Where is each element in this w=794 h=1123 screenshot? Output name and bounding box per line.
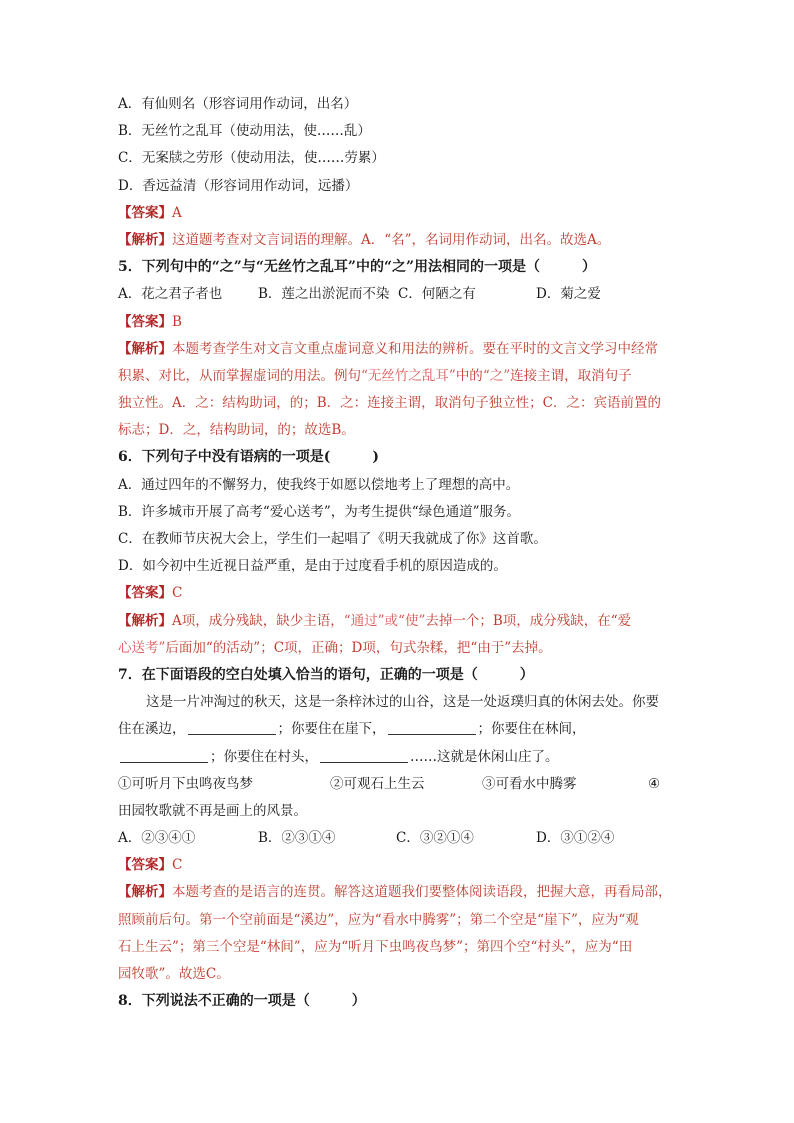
q7-option-b: B．②③①④: [258, 830, 336, 847]
q7-choice-3: ③可看水中腾雾: [482, 775, 577, 792]
q4-option-d: D．香远益清（形容词用作动词，远播）: [118, 177, 359, 194]
analysis-tag: 【解析】: [118, 231, 172, 248]
q7-analysis-line-2: 照顾前后句。第一个空前面是“溪边”，应为“看水中腾雾”；第二个空是“崖下”，应为“观: [118, 911, 639, 928]
blank-4: [320, 748, 408, 763]
q7-analysis-line-3: 石上生云”；第三个空是“林间”，应为“听月下虫鸣夜鸟梦”；第四个空“村头”，应为“田: [118, 938, 633, 955]
blank-3: [120, 748, 208, 763]
q7-analysis-line-4: 园牧歌”。故选C。: [118, 966, 230, 982]
q4-option-c: C．无案牍之劳形（使动用法，使……劳累）: [118, 150, 385, 167]
analysis-text: 这道题考查对文言词语的理解。A．“名”，名词用作动词，出名。故选A。: [172, 231, 611, 248]
q8-stem: 8．下列说法不正确的一项是（ ）: [118, 993, 366, 1010]
answer-value: A: [172, 204, 182, 221]
q7-choice-4: ④: [648, 775, 661, 792]
q4-answer: [118, 200, 678, 227]
q7-passage-line-2: 住在溪边， ；你要住在崖下， ；你要住在林间，: [118, 721, 586, 738]
q7-choice-1: ①可听月下虫鸣夜鸟梦: [118, 775, 253, 792]
q5-analysis-line-2: 积累、对比，从而掌握虚词的用法。例句“无丝竹之乱耳”中的“之”连接主谓，取消句子: [118, 367, 632, 384]
q6-stem: 6．下列句子中没有语病的一项是( ): [118, 449, 379, 466]
q6-option-d: D．如今初中生近视日益严重，是由于过度看手机的原因造成的。: [118, 558, 507, 575]
q7-options: [118, 825, 678, 852]
q7-stem: 7．在下面语段的空白处填入恰当的语句，正确的一项是（ ）: [118, 666, 534, 683]
q5-stem: 5．下列句中的“之”与“无丝竹之乱耳”中的“之”用法相同的一项是（ ）: [118, 259, 597, 276]
q5-analysis-line-1: 【解析】本题考查学生对文言文重点虚词意义和用法的辨析。要在平时的文言文学习中经常: [118, 340, 658, 357]
q6-answer: 【答案】C: [118, 585, 183, 602]
q6-analysis-line-2: 心送考”后面加“的活动”；C项，正确；D项，句式杂糅，把“由于”去掉。: [118, 639, 552, 656]
q6-option-a: A．通过四年的不懈努力，使我终于如愿以偿地考上了理想的高中。: [118, 476, 520, 493]
answer-tag: 【答案】: [118, 204, 172, 221]
q6-analysis-line-1: 【解析】A项，成分残缺，缺少主语，“通过”或“使”去掉一个；B项，成分残缺，在“爱: [118, 612, 632, 629]
q5-options: [118, 281, 678, 308]
q7-passage-line-1: 这是一片冲淘过的秋天，这是一条梓沐过的山谷，这是一处返璞归真的休闲去处。你要: [146, 694, 659, 711]
q7-choices: [118, 771, 678, 798]
blank-2: [388, 720, 476, 735]
q5-analysis-line-3: 独立性。A．之：结构助词，的；B．之：连接主谓，取消句子独立性；C．之：宾语前置的: [118, 395, 661, 412]
q5-option-b: B．莲之出淤泥而不染: [258, 286, 390, 303]
blank-1: [188, 720, 276, 735]
q7-analysis-line-1: 【解析】本题考查的是语言的连贯。解答这道题我们要整体阅读语段，把握大意，再看局部，: [118, 884, 672, 901]
exam-page: [118, 91, 678, 1015]
q7-option-c: C．③②①④: [396, 830, 474, 847]
q5-analysis-line-4: 标志；D．之，结构助词，的；故选B。: [118, 422, 355, 439]
q5-option-c: C．何陋之有: [398, 286, 476, 303]
q6-option-c: C．在教师节庆祝大会上，学生们一起唱了《明天我就成了你》这首歌。: [118, 531, 547, 547]
q7-option-a: A．②③④①: [118, 830, 196, 847]
q7-choice-2: ②可观石上生云: [330, 775, 425, 792]
q5-answer: 【答案】B: [118, 313, 182, 330]
q6-option-b: B．许多城市开展了高考“爱心送考”，为考生提供“绿色通道”服务。: [118, 503, 521, 520]
q5-option-a: A．花之君子者也: [118, 286, 223, 303]
q7-answer: 【答案】C: [118, 857, 183, 874]
q4-option-b: B．无丝竹之乱耳（使动用法，使……乱）: [118, 123, 371, 140]
q4-option-a: A．有仙则名（形容词用作动词，出名）: [118, 96, 358, 112]
q5-option-d: D．菊之爱: [536, 286, 601, 303]
q7-option-d: D．③①②④: [536, 830, 615, 847]
q7-choice-4-continued: 田园牧歌就不再是画上的风景。: [118, 802, 307, 819]
q7-passage-line-3: ；你要住在村头， ……这就是休闲山庄了。: [118, 744, 678, 771]
q4-analysis: [118, 227, 678, 254]
